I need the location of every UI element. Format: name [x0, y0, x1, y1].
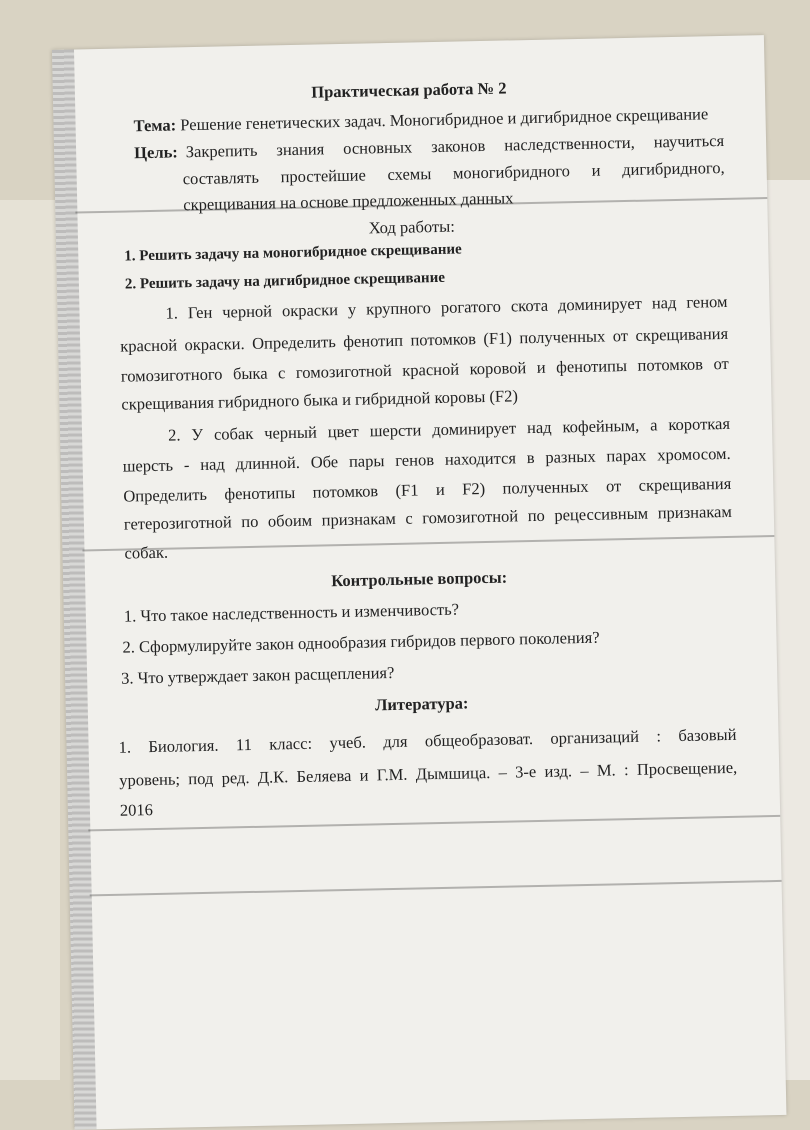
task2-text: Определить фенотипы потомков (F1 и F2) полученных от скрещивания — [123, 473, 732, 506]
background-notebook — [0, 200, 60, 1080]
topic-label: Тема: — [133, 115, 177, 136]
goal-text: Закрепить знания основных законов наследственности, научиться — [185, 130, 725, 162]
task1-text: красной окраски. Определить фенотип потомков (F1) полученных от скрещивания — [120, 323, 729, 356]
goal-text: скрещивания на основе предложенных данных — [183, 188, 514, 215]
topic-line — [133, 104, 708, 136]
document-title: Практическая работа № 2 — [311, 78, 507, 102]
literature-item: уровень; под ред. Д.К. Беляева и Г.М. Дымшица. – 3-е изд. – М. : Просвещение, — [119, 757, 738, 790]
question-item: 2. Сформулируйте закон однообразия гибридов первого поколения? — [122, 627, 600, 657]
procedure-heading: Ход работы: — [368, 216, 456, 238]
literature-item: 2016 — [119, 800, 154, 820]
literature-heading: Литература: — [374, 693, 469, 715]
task2-text: 2. У собак черный цвет шерсти доминирует над кофейным, а короткая — [167, 413, 731, 445]
goal-line — [134, 131, 724, 163]
topic-text: Решение генетических задач. Моногибридное и дигибридное скрещивание — [180, 104, 709, 135]
task2-text: шерсть - над длинной. Обе пары генов находится в разных парах хромосом. — [122, 443, 731, 476]
task1-text: 1. Ген черной окраски у крупного рогатого скота доминирует над геном — [165, 291, 728, 323]
scan-streak — [88, 815, 780, 831]
task2-text: гетерозиготной по обоим признакам с гомозиготной по рецессивным признакам — [123, 501, 733, 534]
literature-item: 1. Биология. 11 класс: учеб. для общеобразоват. организаций : базовый — [118, 724, 737, 757]
questions-heading: Контрольные вопросы: — [331, 567, 508, 591]
task1-text: скрещивания гибридного быка и гибридной коровы (F2) — [121, 386, 519, 414]
question-item: 3. Что утверждает закон расщепления? — [120, 662, 395, 688]
scan-streak — [82, 535, 774, 551]
goal-text: составлять простейшие схемы моногибридного и дигибридного, — [182, 157, 725, 189]
goal-label: Цель: — [133, 142, 179, 163]
step-item: 2. Решить задачу на дигибридное скрещивание — [124, 269, 446, 293]
step-item: 1. Решить задачу на моногибридное скрещивание — [124, 241, 462, 265]
task2-text: собак. — [124, 542, 169, 563]
task1-text: гомозиготного быка с гомозиготной красной коровой и фенотипы потомков от — [120, 353, 729, 386]
document-page — [52, 35, 786, 1130]
scan-streak — [90, 880, 782, 896]
question-item: 1. Что такое наследственность и изменчивость? — [123, 599, 460, 626]
